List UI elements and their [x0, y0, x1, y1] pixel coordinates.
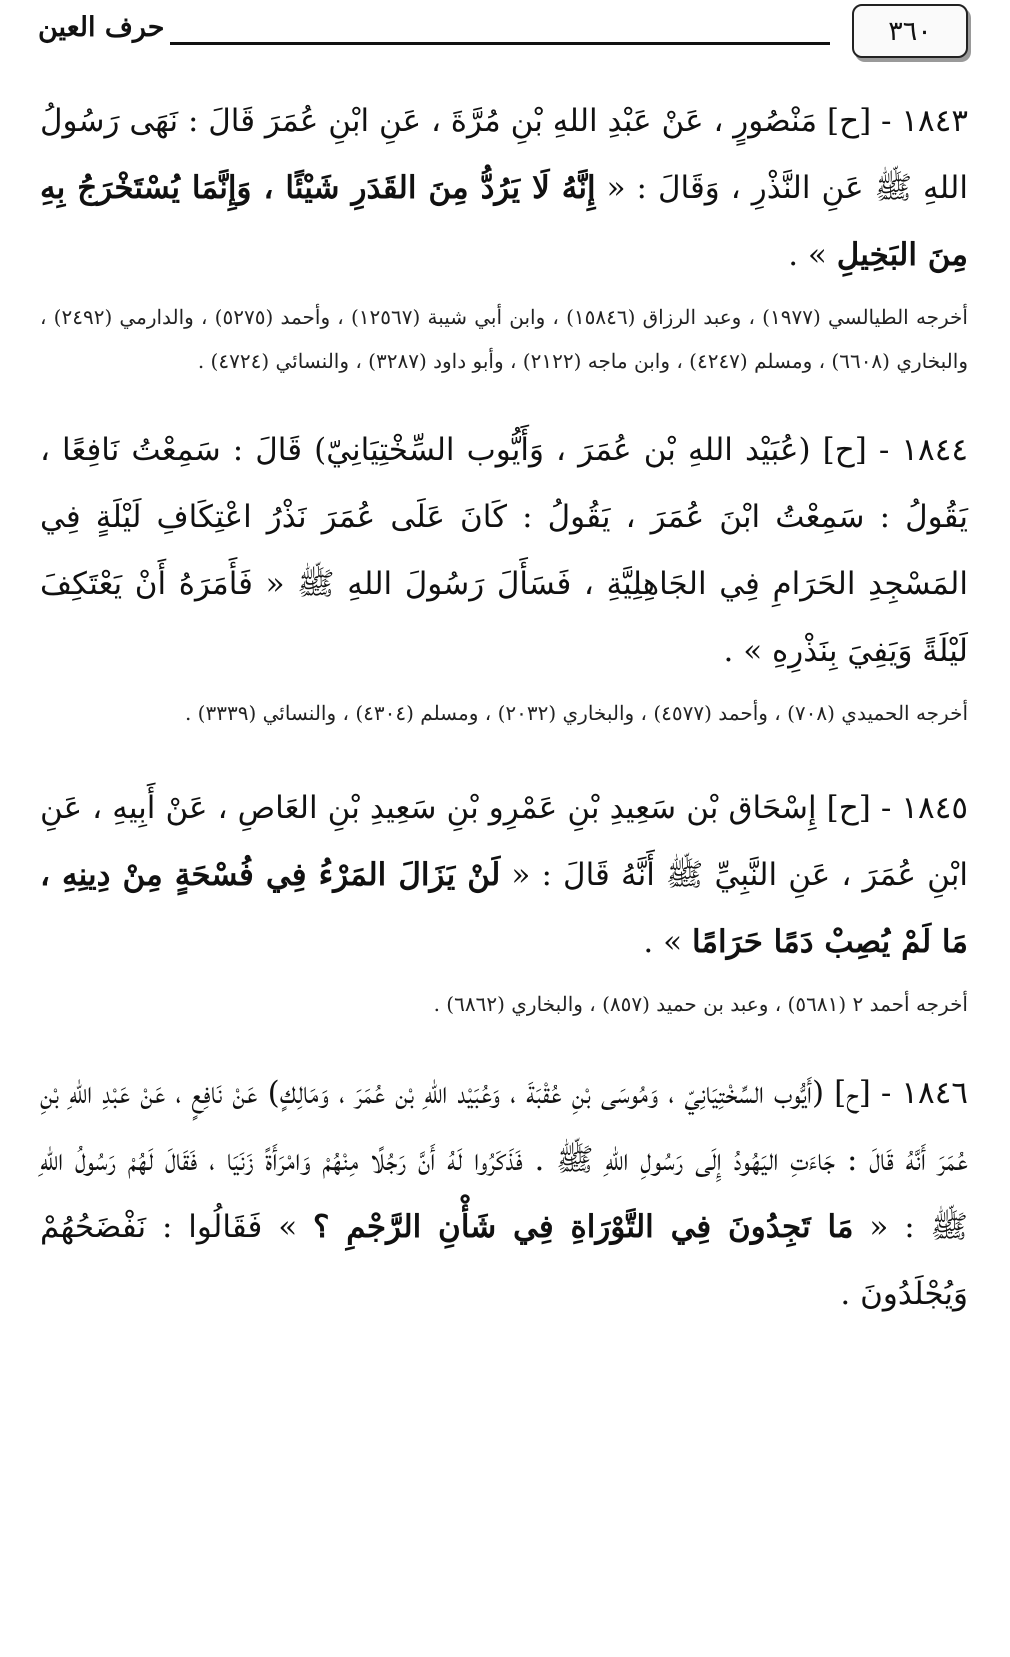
- spacer: [40, 1026, 968, 1060]
- hadith-chain-text: - [ح] إِسْحَاق بْن سَعِيدِ بْنِ عَمْرِو بْنِ سَعِيدِ بْنِ العَاصِ ، عَنْ أَبِيهِ ، عَنِ ابْنِ عُمَرَ ، عَنِ النَّبِيِّ ﷺ أَنَّهُ قَالَ : «: [40, 790, 969, 893]
- takhrij-note: أخرجه الطيالسي (١٩٧٧) ، وعبد الرزاق (١٥٨٤٦) ، وابن أبي شيبة (١٢٥٦٧) ، وأحمد (٥٢٧٥) ، والدارمي (٢٤٩٢) ، والبخاري (٦٦٠٨) ، ومسلم (٤٢٤٧) ، وابن ماجه (٢١٢٢) ، وأبو داود (٣٢٨٧) ، والنسائي (٤٧٢٤) .: [40, 305, 968, 373]
- hadith-text: [40, 775, 968, 976]
- hadith-closing-text: » .: [643, 924, 692, 960]
- page-number-box: [852, 4, 968, 58]
- hadith-chain-text: - [ح] مَنْصُورٍ ، عَنْ عَبْدِ اللهِ بْنِ مُرَّةَ ، عَنِ ابْنِ عُمَرَ قَالَ : نَهَى رَسُولُ اللهِ ﷺ عَنِ النَّذْرِ ، وَقَالَ : «: [40, 103, 968, 206]
- hadith-1844: [40, 417, 968, 735]
- page-header: [38, 0, 968, 60]
- hadith-number: ١٨٤٦: [901, 1075, 968, 1111]
- hadith-closing-text: » .: [788, 237, 837, 273]
- hadith-text: [40, 417, 968, 685]
- takhrij-note: أخرجه أحمد ٢ (٥٦٨١) ، وعبد بن حميد (٨٥٧) ، والبخاري (٦٨٦٢) .: [433, 992, 968, 1016]
- hadith-1845: [40, 775, 968, 1026]
- takhrij-note: أخرجه الحميدي (٧٠٨) ، وأحمد (٤٥٧٧) ، والبخاري (٢٠٣٢) ، ومسلم (٤٣٠٤) ، والنسائي (٣٣٣٩) .: [184, 701, 968, 725]
- hadith-chain-text: - [ح] (عُبَيْد اللهِ بْن عُمَرَ ، وَأَيُّوب السِّخْتِيَانِيّ) قَالَ : سَمِعْتُ نَافِعًا ، يَقُولُ : سَمِعْتُ ابْنَ عُمَرَ ، يَقُولُ : كَانَ عَلَى عُمَرَ نَذْرُ اعْتِكَافِ لَيْلَةٍ فِي المَسْجِدِ الحَرَامِ فِي الجَاهِلِيَّةِ ، فَسَأَلَ رَسُولَ اللهِ ﷺ « فَأَمَرَهُ أَنْ يَعْتَكِفَ لَيْلَةً وَيَفِيَ بِنَذْرِهِ » .: [40, 432, 968, 669]
- hadith-matn-bold: إِنَّهُ لَا يَرُدُّ مِنَ القَدَرِ شَيْئًا ، وَإِنَّمَا يُسْتَخْرَجُ بِهِ مِنَ البَخِيلِ: [40, 170, 968, 273]
- hadith-chain-text: - [ح] (أَيُّوب السِّخْتِيَانِيّ ، وَمُوسَى بْنِ عُقْبَةَ ، وَعُبَيْد اللهِ بْن عُمَرَ ، وَمَالِكٍ) عَنْ نَافِعٍ ، عَنْ عَبْدِ اللهِ بْنِ عُمَرَ أَنَّهُ قَالَ : جَاءَتِ اليَهُودُ إِلَى رَسُولِ اللهِ ﷺ . فَذَكَرُوا لَهُ أَنَّ رَجُلًا مِنْهُمْ وَامْرَأَةً زَنَيَا ، فَقَالَ لَهُمْ رَسُولُ اللهِ ﷺ : «: [40, 1075, 969, 1245]
- hadith-text: [40, 1060, 968, 1328]
- hadith-text: [40, 88, 968, 289]
- spacer: [40, 735, 968, 775]
- hadith-1843: [40, 88, 968, 383]
- page-number: ٣٦٠: [888, 15, 932, 47]
- hadith-number: ١٨٤٤: [901, 432, 968, 468]
- hadith-closing-text: » فَقَالُوا : نَفْضَحُهُمْ وَيُجْلَدُونَ .: [40, 1209, 968, 1312]
- hadith-matn-bold: لَنْ يَزَالَ المَرْءُ فِي فُسْحَةٍ مِنْ دِينِهِ ، مَا لَمْ يُصِبْ دَمًا حَرَامًا: [40, 857, 968, 960]
- spacer: [40, 383, 968, 417]
- hadith-number: ١٨٤٣: [901, 103, 968, 139]
- chapter-title: حرف العين: [38, 12, 165, 43]
- header-rule: [170, 42, 830, 45]
- hadith-number: ١٨٤٥: [901, 790, 968, 826]
- hadith-1846: [40, 1060, 968, 1328]
- hadith-matn-bold: مَا تَجِدُونَ فِي التَّوْرَاةِ فِي شَأْنِ الرَّجْمِ ؟: [313, 1209, 854, 1245]
- page-content: [40, 88, 968, 1328]
